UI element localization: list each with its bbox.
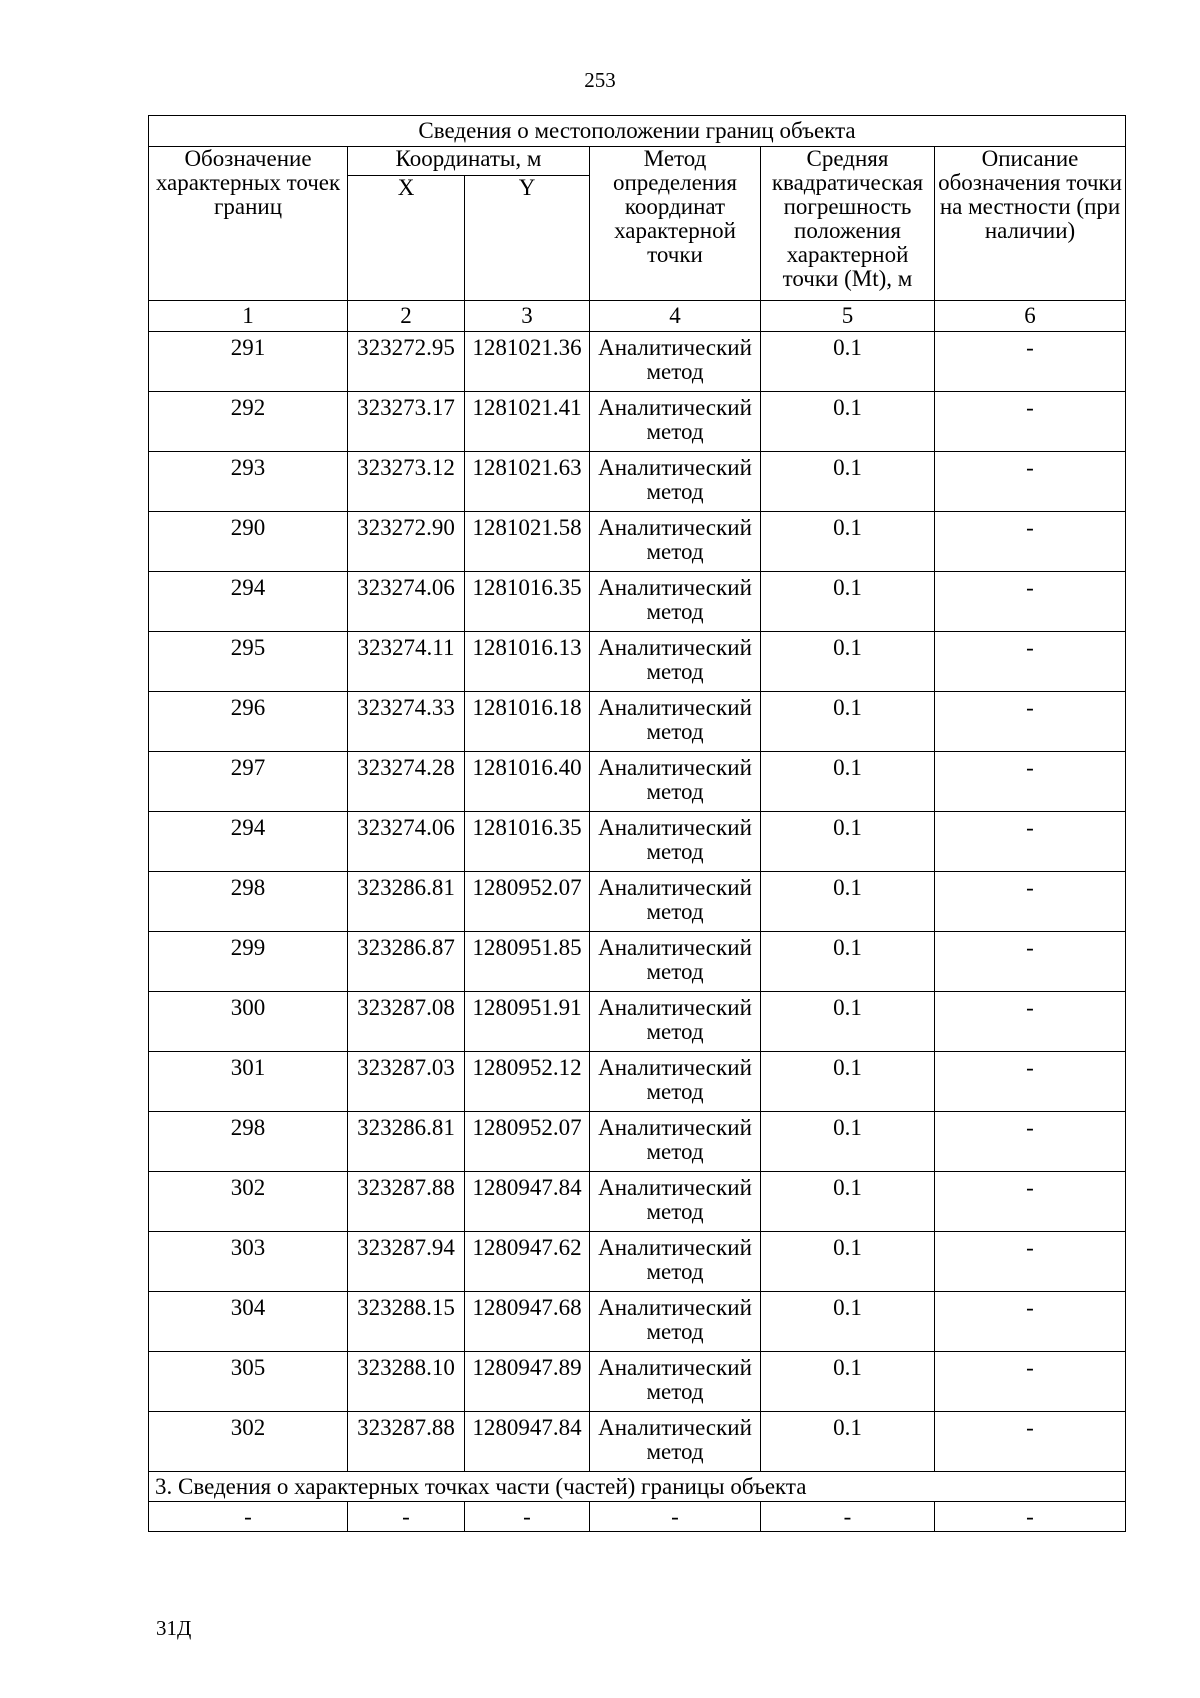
page-number: 253 xyxy=(584,68,616,92)
cell-point: 305 xyxy=(149,1352,348,1412)
table-row xyxy=(149,332,1126,392)
cell-description: - xyxy=(935,1292,1126,1352)
cell-method: Аналитический метод xyxy=(590,992,761,1052)
header-y: Y xyxy=(465,176,590,301)
cell-mt: 0.1 xyxy=(761,332,935,392)
cell-point: 290 xyxy=(149,512,348,572)
cell-point: 294 xyxy=(149,812,348,872)
cell-description: - xyxy=(935,752,1126,812)
column-number: 6 xyxy=(935,301,1126,332)
table-row xyxy=(149,692,1126,752)
cell-point: 299 xyxy=(149,932,348,992)
cell-y: 1280952.12 xyxy=(465,1052,590,1112)
cell-x: 323274.11 xyxy=(348,632,465,692)
cell-description: - xyxy=(935,512,1126,572)
cell-mt: 0.1 xyxy=(761,992,935,1052)
cell-point: 304 xyxy=(149,1292,348,1352)
cell-description: - xyxy=(935,812,1126,872)
cell-x: 323274.06 xyxy=(348,812,465,872)
cell-x: 323274.06 xyxy=(348,572,465,632)
cell-point: 295 xyxy=(149,632,348,692)
cell-method: Аналитический метод xyxy=(590,752,761,812)
cell-method: Аналитический метод xyxy=(590,692,761,752)
column-number: 4 xyxy=(590,301,761,332)
cell-method: Аналитический метод xyxy=(590,452,761,512)
cell-description: - xyxy=(935,1052,1126,1112)
cell-x: 323287.08 xyxy=(348,992,465,1052)
cell-y: 1281021.36 xyxy=(465,332,590,392)
table-row xyxy=(149,1052,1126,1112)
cell-mt: 0.1 xyxy=(761,1172,935,1232)
cell-y: 1280952.07 xyxy=(465,1112,590,1172)
cell-method: Аналитический метод xyxy=(590,1112,761,1172)
footer-code: 31Д xyxy=(156,1616,192,1640)
cell-mt: 0.1 xyxy=(761,572,935,632)
cell-mt: 0.1 xyxy=(761,512,935,572)
cell-point: 297 xyxy=(149,752,348,812)
table-row xyxy=(149,992,1126,1052)
cell-method: Аналитический метод xyxy=(590,932,761,992)
header-error: Средняя квадратическая погрешность положения характерной точки (Mt), м xyxy=(761,147,935,301)
cell-method: Аналитический метод xyxy=(590,332,761,392)
table-row xyxy=(149,1112,1126,1172)
cell-mt: 0.1 xyxy=(761,1052,935,1112)
cell-method: Аналитический метод xyxy=(590,1232,761,1292)
cell-y: 1281021.41 xyxy=(465,392,590,452)
cell-method: Аналитический метод xyxy=(590,1292,761,1352)
cell-mt: 0.1 xyxy=(761,392,935,452)
cell-x: 323288.15 xyxy=(348,1292,465,1352)
table-title: Сведения о местоположении границ объекта xyxy=(149,116,1126,147)
section3-title: 3. Сведения о характерных точках части (частей) границы объекта xyxy=(149,1472,1126,1502)
cell-y: 1280947.68 xyxy=(465,1292,590,1352)
cell-method: Аналитический метод xyxy=(590,632,761,692)
cell-x: 323287.88 xyxy=(348,1172,465,1232)
cell-description: - xyxy=(935,1352,1126,1412)
cell-y: 1280947.89 xyxy=(465,1352,590,1412)
cell-description: - xyxy=(935,1172,1126,1232)
cell-method: Аналитический метод xyxy=(590,812,761,872)
table-row xyxy=(149,1412,1126,1472)
cell-mt: 0.1 xyxy=(761,632,935,692)
cell-point: 296 xyxy=(149,692,348,752)
cell-y: 1281016.40 xyxy=(465,752,590,812)
empty-cell: - xyxy=(590,1502,761,1532)
cell-y: 1281016.18 xyxy=(465,692,590,752)
cell-x: 323272.90 xyxy=(348,512,465,572)
cell-description: - xyxy=(935,692,1126,752)
cell-y: 1280951.91 xyxy=(465,992,590,1052)
column-number: 3 xyxy=(465,301,590,332)
cell-x: 323273.12 xyxy=(348,452,465,512)
table-row xyxy=(149,752,1126,812)
cell-description: - xyxy=(935,572,1126,632)
empty-cell: - xyxy=(465,1502,590,1532)
cell-point: 300 xyxy=(149,992,348,1052)
cell-description: - xyxy=(935,1112,1126,1172)
cell-x: 323286.81 xyxy=(348,1112,465,1172)
cell-method: Аналитический метод xyxy=(590,392,761,452)
cell-mt: 0.1 xyxy=(761,872,935,932)
cell-mt: 0.1 xyxy=(761,752,935,812)
column-number-row xyxy=(149,301,1126,332)
cell-point: 302 xyxy=(149,1172,348,1232)
table-row xyxy=(149,392,1126,452)
cell-x: 323288.10 xyxy=(348,1352,465,1412)
header-description: Описание обозначения точки на местности (при наличии) xyxy=(935,147,1126,301)
cell-method: Аналитический метод xyxy=(590,512,761,572)
table-row xyxy=(149,1292,1126,1352)
table-row xyxy=(149,872,1126,932)
cell-description: - xyxy=(935,632,1126,692)
cell-method: Аналитический метод xyxy=(590,1352,761,1412)
boundary-table xyxy=(148,115,1126,1532)
table-row xyxy=(149,452,1126,512)
cell-method: Аналитический метод xyxy=(590,1172,761,1232)
cell-method: Аналитический метод xyxy=(590,1412,761,1472)
cell-x: 323287.03 xyxy=(348,1052,465,1112)
header-x: X xyxy=(348,176,465,301)
cell-point: 291 xyxy=(149,332,348,392)
cell-description: - xyxy=(935,332,1126,392)
cell-description: - xyxy=(935,392,1126,452)
cell-y: 1280947.84 xyxy=(465,1172,590,1232)
cell-mt: 0.1 xyxy=(761,1292,935,1352)
cell-mt: 0.1 xyxy=(761,1112,935,1172)
cell-y: 1280947.62 xyxy=(465,1232,590,1292)
table-row xyxy=(149,1232,1126,1292)
cell-point: 292 xyxy=(149,392,348,452)
cell-y: 1281021.58 xyxy=(465,512,590,572)
header-designation: Обозначение характерных точек границ xyxy=(149,147,348,301)
table-row xyxy=(149,632,1126,692)
cell-point: 293 xyxy=(149,452,348,512)
cell-x: 323272.95 xyxy=(348,332,465,392)
table-row xyxy=(149,1172,1126,1232)
cell-method: Аналитический метод xyxy=(590,1052,761,1112)
table-row xyxy=(149,812,1126,872)
cell-description: - xyxy=(935,1412,1126,1472)
cell-point: 294 xyxy=(149,572,348,632)
table-row xyxy=(149,1352,1126,1412)
cell-x: 323287.94 xyxy=(348,1232,465,1292)
cell-mt: 0.1 xyxy=(761,812,935,872)
cell-x: 323274.33 xyxy=(348,692,465,752)
cell-y: 1280951.85 xyxy=(465,932,590,992)
column-number: 5 xyxy=(761,301,935,332)
cell-method: Аналитический метод xyxy=(590,572,761,632)
header-method: Метод определения координат характерной точки xyxy=(590,147,761,301)
section3-empty-row xyxy=(149,1502,1126,1532)
cell-point: 298 xyxy=(149,1112,348,1172)
cell-y: 1280952.07 xyxy=(465,872,590,932)
cell-x: 323286.81 xyxy=(348,872,465,932)
cell-mt: 0.1 xyxy=(761,932,935,992)
table-row xyxy=(149,932,1126,992)
cell-y: 1281016.13 xyxy=(465,632,590,692)
empty-cell: - xyxy=(935,1502,1126,1532)
cell-point: 302 xyxy=(149,1412,348,1472)
cell-y: 1280947.84 xyxy=(465,1412,590,1472)
cell-point: 301 xyxy=(149,1052,348,1112)
cell-description: - xyxy=(935,452,1126,512)
cell-mt: 0.1 xyxy=(761,1412,935,1472)
section3-row xyxy=(149,1472,1126,1502)
header-coordinates: Координаты, м xyxy=(348,147,590,176)
cell-x: 323274.28 xyxy=(348,752,465,812)
empty-cell: - xyxy=(761,1502,935,1532)
cell-point: 303 xyxy=(149,1232,348,1292)
cell-x: 323273.17 xyxy=(348,392,465,452)
cell-y: 1281016.35 xyxy=(465,812,590,872)
cell-mt: 0.1 xyxy=(761,452,935,512)
table-row xyxy=(149,512,1126,572)
cell-description: - xyxy=(935,992,1126,1052)
empty-cell: - xyxy=(149,1502,348,1532)
cell-x: 323286.87 xyxy=(348,932,465,992)
cell-description: - xyxy=(935,932,1126,992)
cell-method: Аналитический метод xyxy=(590,872,761,932)
empty-cell: - xyxy=(348,1502,465,1532)
table-row xyxy=(149,572,1126,632)
cell-mt: 0.1 xyxy=(761,692,935,752)
column-number: 1 xyxy=(149,301,348,332)
cell-mt: 0.1 xyxy=(761,1352,935,1412)
cell-description: - xyxy=(935,1232,1126,1292)
cell-y: 1281016.35 xyxy=(465,572,590,632)
cell-y: 1281021.63 xyxy=(465,452,590,512)
cell-x: 323287.88 xyxy=(348,1412,465,1472)
cell-point: 298 xyxy=(149,872,348,932)
cell-mt: 0.1 xyxy=(761,1232,935,1292)
column-number: 2 xyxy=(348,301,465,332)
cell-description: - xyxy=(935,872,1126,932)
